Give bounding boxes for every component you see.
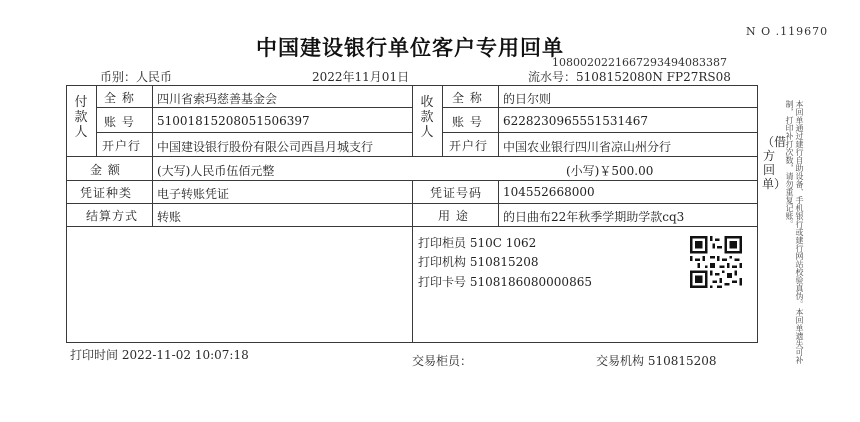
col-line (442, 85, 443, 156)
voucher-type: 电子转账凭证 (157, 187, 230, 201)
currency-value: 人民币 (136, 70, 173, 84)
payer-group-label: 付款人 (74, 95, 88, 140)
payer-account-label: 账 号 (104, 115, 135, 129)
payer-bank-label: 开户行 (102, 139, 142, 153)
row-line (66, 156, 758, 157)
purpose-label: 用 途 (438, 209, 469, 223)
settlement-method-label: 结算方式 (86, 209, 139, 223)
currency-label: 币别： (100, 70, 137, 84)
serial-number: N O .119670 (746, 25, 829, 38)
teller-label: 交易柜员： (412, 354, 473, 368)
payee-account: 6228230965551531467 (503, 114, 649, 128)
print-institution: 打印机构 510815208 (418, 255, 539, 269)
payer-account: 51001815208051506397 (157, 114, 310, 128)
col-line (498, 85, 499, 156)
row-line (96, 107, 412, 108)
col-line (152, 156, 153, 226)
col-line (412, 85, 413, 156)
purpose: 的日曲布22年秋季学期助学款cq3 (503, 210, 685, 224)
row-line (96, 132, 412, 133)
amount-lower: (小写)￥500.00 (566, 164, 654, 178)
qr-code-icon (690, 236, 742, 288)
payer-name: 四川省索玛慈善基金会 (157, 92, 278, 106)
voucher-number-label: 凭证号码 (430, 186, 483, 200)
row-line (442, 132, 758, 133)
flow-label: 流水号： (528, 70, 577, 84)
payee-bank-label: 开户行 (449, 139, 489, 153)
col-line (96, 85, 97, 156)
payee-bank: 中国农业银行四川省凉山州分行 (503, 140, 672, 154)
print-counter: 打印柜员 510C 1062 (418, 236, 537, 250)
row-line (442, 107, 758, 108)
col-line (412, 180, 413, 343)
print-card: 打印卡号 5108186080000865 (418, 275, 592, 289)
col-line (152, 85, 153, 156)
verification-note: 本回单通过建行自助设备、手机银行或建行网站校验真伪。本回单遗失可补制，打印补打次数，请勿重复记账。 (785, 100, 804, 364)
voucher-number: 104552668000 (503, 185, 595, 199)
payer-bank: 中国建设银行股份有限公司西昌月城支行 (157, 140, 374, 154)
document-title: 中国建设银行单位客户专用回单 (256, 36, 564, 60)
amount-label: 金 额 (90, 163, 121, 177)
transaction-institution: 交易机构 510815208 (596, 354, 717, 368)
col-line (498, 180, 499, 226)
print-time: 打印时间 2022-11-02 10:07:18 (70, 348, 249, 362)
settlement-method: 转账 (157, 210, 182, 224)
table-border-left (66, 85, 67, 343)
payer-name-label: 全 称 (104, 91, 135, 105)
flow-number: 5108152080N FP27RS08 (576, 70, 731, 84)
payee-account-label: 账 号 (452, 115, 483, 129)
amount-upper: (大写)人民币伍佰元整 (157, 164, 275, 178)
payee-name-label: 全 称 (452, 91, 483, 105)
payee-group-label: 收款人 (420, 95, 434, 140)
currency-row (100, 68, 172, 85)
voucher-type-label: 凭证种类 (80, 186, 133, 200)
date: 2022年11月01日 (312, 70, 410, 84)
debit-receipt-label: （借方回单） (762, 135, 787, 191)
payee-name: 的日尔则 (503, 92, 552, 106)
reference-number: 10800202216672934940833​87 (552, 56, 727, 69)
flow-row (528, 68, 731, 85)
table-border-right (757, 85, 758, 343)
